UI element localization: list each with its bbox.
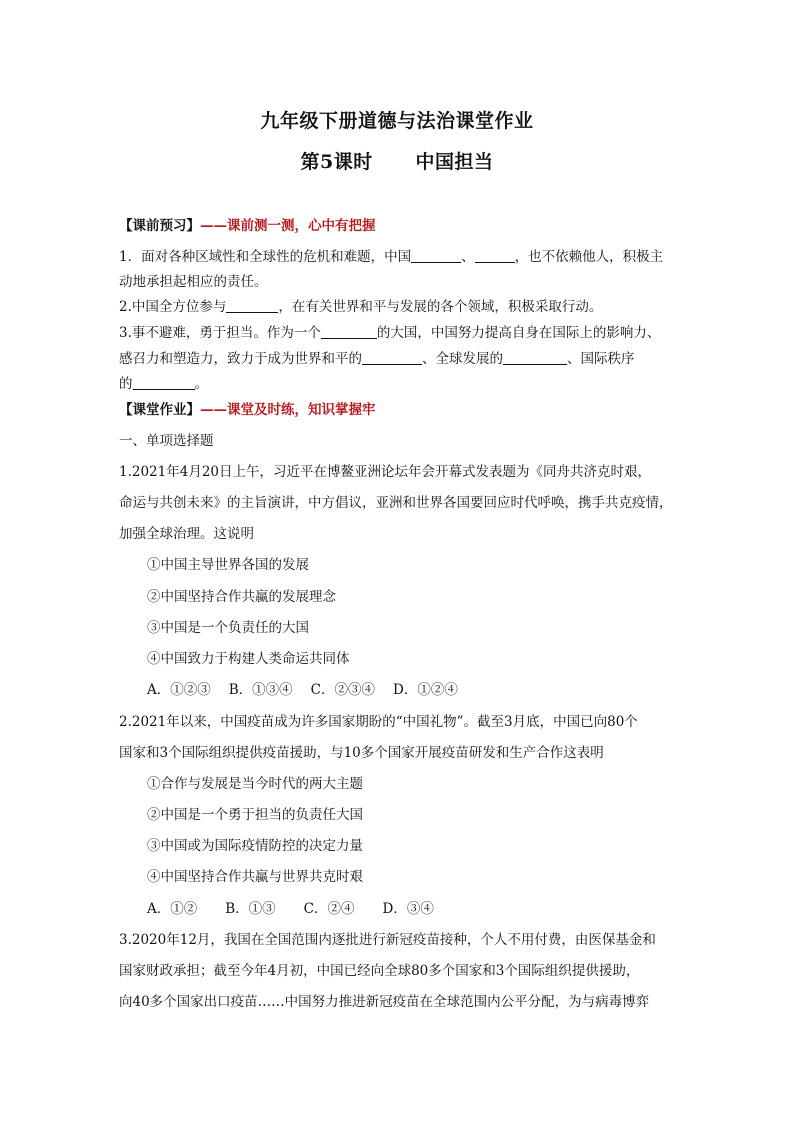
preview-q3-text-g: 。 (194, 376, 208, 392)
answer-blank[interactable] (133, 375, 195, 390)
q3-stem-line2: 国家财政承担；截至今年4月初，中国已经向全球80多个国家和3个国际组织提供援助， (119, 963, 640, 979)
q2-item: ①合作与发展是当今时代的两大主题 (147, 776, 363, 792)
option-c[interactable]: C．②③④ (310, 682, 376, 698)
preview-q3-text-d: 、全球发展的 (422, 351, 503, 367)
q1-stem-line2: 命运与共创未来》的主旨演讲，中方倡议，亚洲和世界各国要回应时代呼唤，携手共克疫情， (119, 495, 673, 511)
q2-item: ②中国是一个勇于担当的负责任大国 (147, 807, 363, 823)
answer-blank[interactable] (362, 350, 422, 365)
preview-q3-text-c: 感召力和塑造力，致力于成为世界和平的 (119, 351, 362, 367)
preview-q1-line1 (119, 247, 679, 267)
preview-q3-line1 (119, 323, 679, 343)
preview-q3-text-e: 、国际秩序 (567, 351, 635, 367)
option-d[interactable]: D．①②④ (393, 682, 458, 698)
preview-q3-text-b: 的大国，中国努力提高自身在国际上的影响力、 (376, 325, 661, 341)
classwork-header: 【课堂作业】 (119, 402, 200, 418)
preview-q1-sep: 、 (461, 249, 475, 265)
option-c[interactable]: C．②④ (303, 901, 355, 917)
preview-q1-text-a: 1．面对各种区域性和全球性的危机和难题，中国 (119, 249, 412, 265)
option-d[interactable]: D．③④ (382, 901, 434, 917)
q1-stem-line3: 加强全球治理。这说明 (119, 526, 254, 542)
classwork-slogan: ——课堂及时练，知识掌握牢 (200, 402, 376, 418)
preview-q1-text-b: ，也不依赖他人，积极主 (514, 249, 664, 265)
answer-blank[interactable] (503, 350, 567, 365)
preview-header: 【课前预习】 (119, 218, 200, 234)
q1-options (147, 680, 707, 700)
answer-blank[interactable] (411, 248, 461, 263)
option-a[interactable]: A．①②③ (147, 682, 211, 698)
q3-stem-line3: 向40多个国家出口疫苗……中国努力推进新冠疫苗在全球范围内公平分配，为与病毒博弈 (119, 994, 650, 1010)
option-b[interactable]: B．①③④ (228, 682, 293, 698)
q2-stem-line2: 国家和3个国际组织提供疫苗援助，与10多个国家开展疫苗研发和生产合作这表明 (119, 745, 604, 761)
q2-options (147, 899, 707, 919)
preview-q3-text-f: 的 (119, 376, 133, 392)
section-title: 一、单项选择题 (119, 433, 214, 449)
page-title: 九年级下册道德与法治课堂作业 (260, 110, 534, 132)
option-b[interactable]: B．①③ (225, 901, 276, 917)
preview-q1-line2: 动地承担起相应的责任。 (119, 274, 268, 290)
q2-item: ③中国或为国际疫情防控的决定力量 (147, 838, 363, 854)
q1-item: ①中国主导世界各国的发展 (147, 557, 309, 573)
q3-stem-line1: 3.2020年12月，我国在全国范围内逐批进行新冠疫苗接种，个人不用付费，由医保基金和 (119, 932, 656, 948)
q1-item: ④中国致力于构建人类命运共同体 (147, 651, 350, 667)
answer-blank[interactable] (321, 324, 377, 339)
q1-item: ③中国是一个负责任的大国 (147, 620, 309, 636)
lesson-subtitle: 第5课时 中国担当 (300, 151, 494, 173)
preview-slogan: ——课前测一测，心中有把握 (200, 218, 376, 234)
preview-q3-line3 (119, 374, 679, 394)
preview-q2-text-a: 2.中国全方位参与 (119, 299, 227, 315)
preview-q2-text-b: ，在有关世界和平与发展的各个领域，积极采取行动。 (278, 299, 603, 315)
answer-blank[interactable] (226, 298, 278, 313)
preview-q3-line2 (119, 349, 679, 369)
classwork-heading (119, 400, 679, 420)
preview-q3-text-a: 3.事不避难，勇于担当。作为一个 (119, 325, 321, 341)
q2-item: ④中国坚持合作共赢与世界共克时艰 (147, 869, 363, 885)
q1-item: ②中国坚持合作共赢的发展理念 (147, 589, 336, 605)
q2-stem-line1: 2.2021年以来，中国疫苗成为许多国家期盼的“中国礼物”。截至3月底，中国已向80个 (119, 714, 638, 730)
option-a[interactable]: A．①② (147, 901, 198, 917)
preview-heading (119, 216, 679, 236)
answer-blank[interactable] (475, 248, 515, 263)
preview-q2 (119, 297, 679, 317)
q1-stem-line1: 1.2021年4月20日上午，习近平在博鳌亚洲论坛年会开幕式发表题为《同舟共济克时艰， (119, 464, 652, 480)
